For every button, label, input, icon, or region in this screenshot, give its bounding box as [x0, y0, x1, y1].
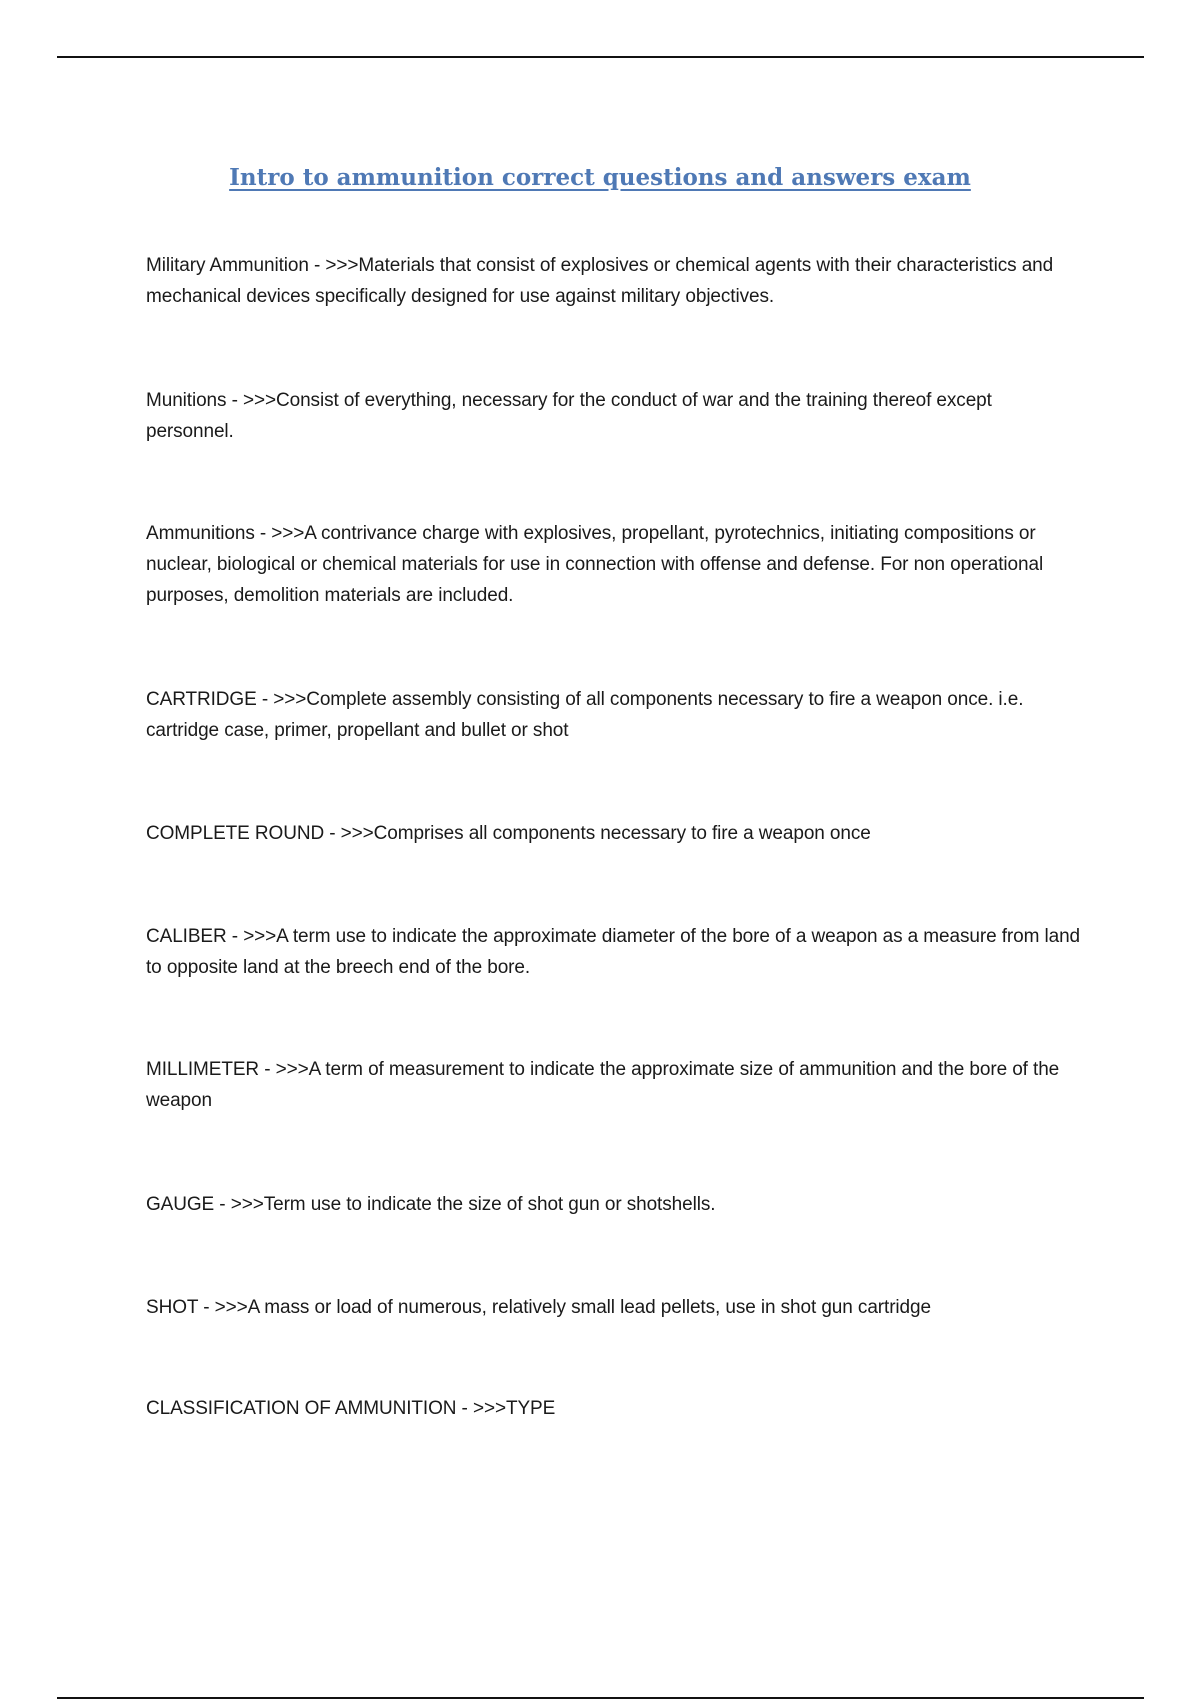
- qa-entry-caliber: CALIBER - >>>A term use to indicate the approximate diameter of the bore of a weapon as a measure from land to opposite land at the breech end of the bore.: [146, 926, 1081, 978]
- document-title: Intro to ammunition correct questions and answers exam: [229, 164, 971, 191]
- qa-entry-gauge: GAUGE - >>>Term use to indicate the size of shot gun or shotshells.: [146, 1194, 716, 1215]
- qa-entry-classification: CLASSIFICATION OF AMMUNITION - >>>TYPE: [146, 1398, 556, 1419]
- qa-entry-millimeter: MILLIMETER - >>>A term of measurement to indicate the approximate size of ammunition and the bore of the weapon: [146, 1059, 1060, 1111]
- qa-entry-ammunitions: Ammunitions - >>>A contrivance charge with explosives, propellant, pyrotechnics, initiating compositions or nuclear, biological or chemical materials for use in connection with offense and defense. For non operational purposes, demolition materials are included.: [146, 523, 1044, 606]
- qa-entry-cartridge: CARTRIDGE - >>>Complete assembly consisting of all components necessary to fire a weapon once. i.e. cartridge case, primer, propellant and bullet or shot: [146, 689, 1024, 741]
- header-rule: [57, 56, 1144, 58]
- qa-entry-military-ammunition: Military Ammunition - >>>Materials that consist of explosives or chemical agents with their characteristics and mechanical devices specifically designed for use against military objectives.: [146, 255, 1054, 307]
- qa-entry-munitions: Munitions - >>>Consist of everything, necessary for the conduct of war and the training thereof except personnel.: [146, 390, 992, 442]
- footer-rule: [57, 1697, 1144, 1699]
- qa-entry-shot: SHOT - >>>A mass or load of numerous, relatively small lead pellets, use in shot gun cartridge: [146, 1297, 931, 1318]
- qa-entry-complete-round: COMPLETE ROUND - >>>Comprises all components necessary to fire a weapon once: [146, 823, 871, 844]
